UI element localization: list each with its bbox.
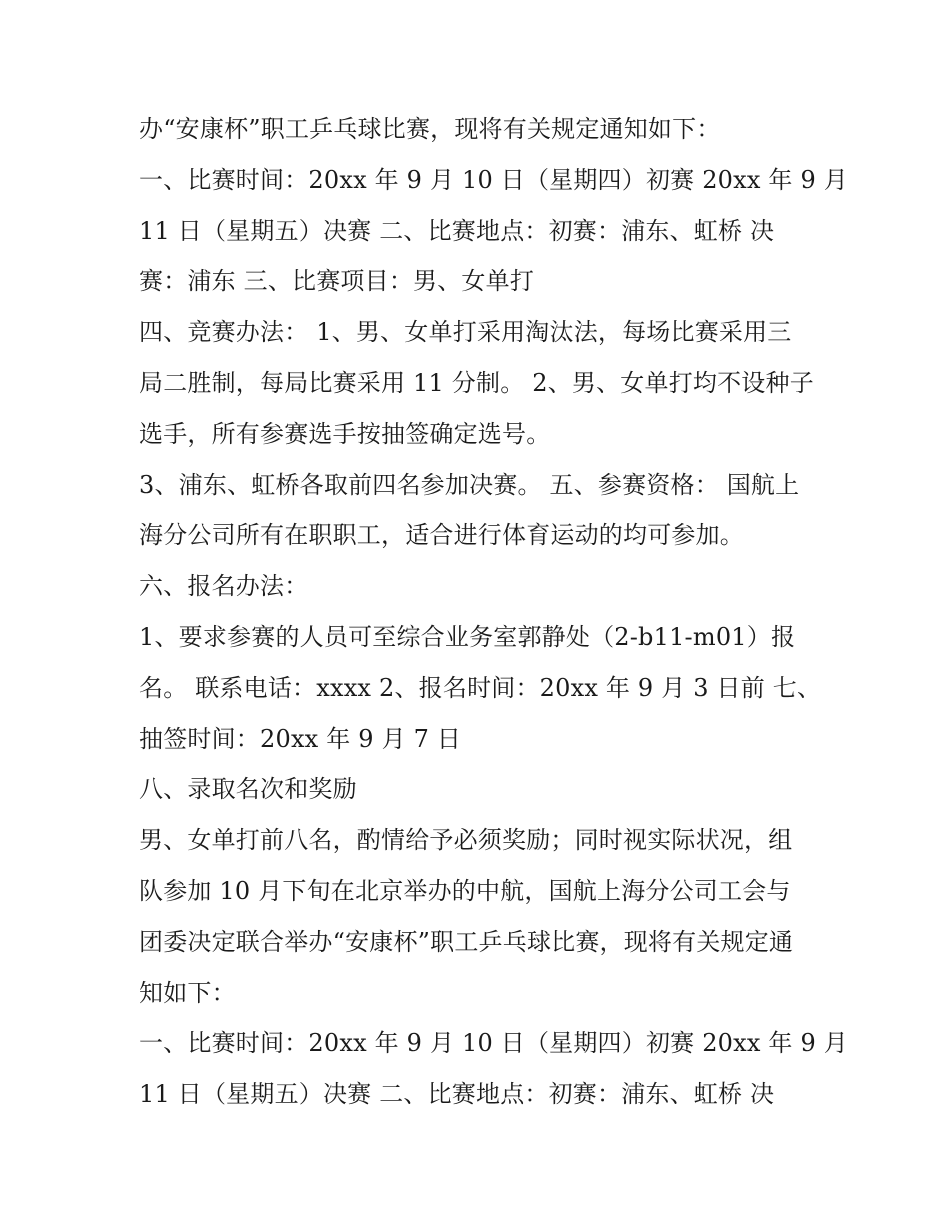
text-line: 抽签时间：20xx 年 9 月 7 日 [139,724,462,753]
text-line: 11 日（星期五）决赛 二、比赛地点：初赛：浦东、虹桥 决 [139,216,775,245]
text-line: 赛：浦东 三、比赛项目：男、女单打 [139,267,535,296]
text-line: 四、竞赛办法： 1、男、女单打采用淘汰法，每场比赛采用三 [139,318,792,347]
text-line: 局二胜制，每局比赛采用 11 分制。 2、男、女单打均不设种子 [139,368,814,397]
text-line: 团委决定联合举办“安康杯”职工乒乓球比赛，现将有关规定通 [139,927,794,956]
text-line: 知如下： [139,978,236,1007]
text-line: 3、浦东、虹桥各取前四名参加决赛。 五、参赛资格： 国航上 [139,470,800,499]
text-line: 一、比赛时间：20xx 年 9 月 10 日（星期四）初赛 20xx 年 9 月 [139,165,848,194]
text-line: 选手，所有参赛选手按抽签确定选号。 [139,419,551,448]
text-line: 六、报名办法： [139,572,309,601]
text-line: 1、要求参赛的人员可至综合业务室郭静处（2-b11-m01）报 [139,622,796,651]
text-line: 八、录取名次和奖励 [139,775,357,804]
text-line: 名。 联系电话：xxxx 2、报名时间：20xx 年 9 月 3 日前 七、 [139,673,822,702]
text-line: 男、女单打前八名，酌情给予必须奖励；同时视实际状况，组 [139,826,793,855]
text-line: 11 日（星期五）决赛 二、比赛地点：初赛：浦东、虹桥 决 [139,1080,775,1109]
text-line: 海分公司所有在职职工，适合进行体育运动的均可参加。 [139,521,744,550]
text-line: 办“安康杯”职工乒乓球比赛，现将有关规定通知如下： [139,115,721,143]
text-line: 队参加 10 月下旬在北京举办的中航，国航上海分公司工会与 [139,876,791,905]
text-line: 一、比赛时间：20xx 年 9 月 10 日（星期四）初赛 20xx 年 9 月 [139,1029,848,1058]
document-body [139,104,848,1120]
